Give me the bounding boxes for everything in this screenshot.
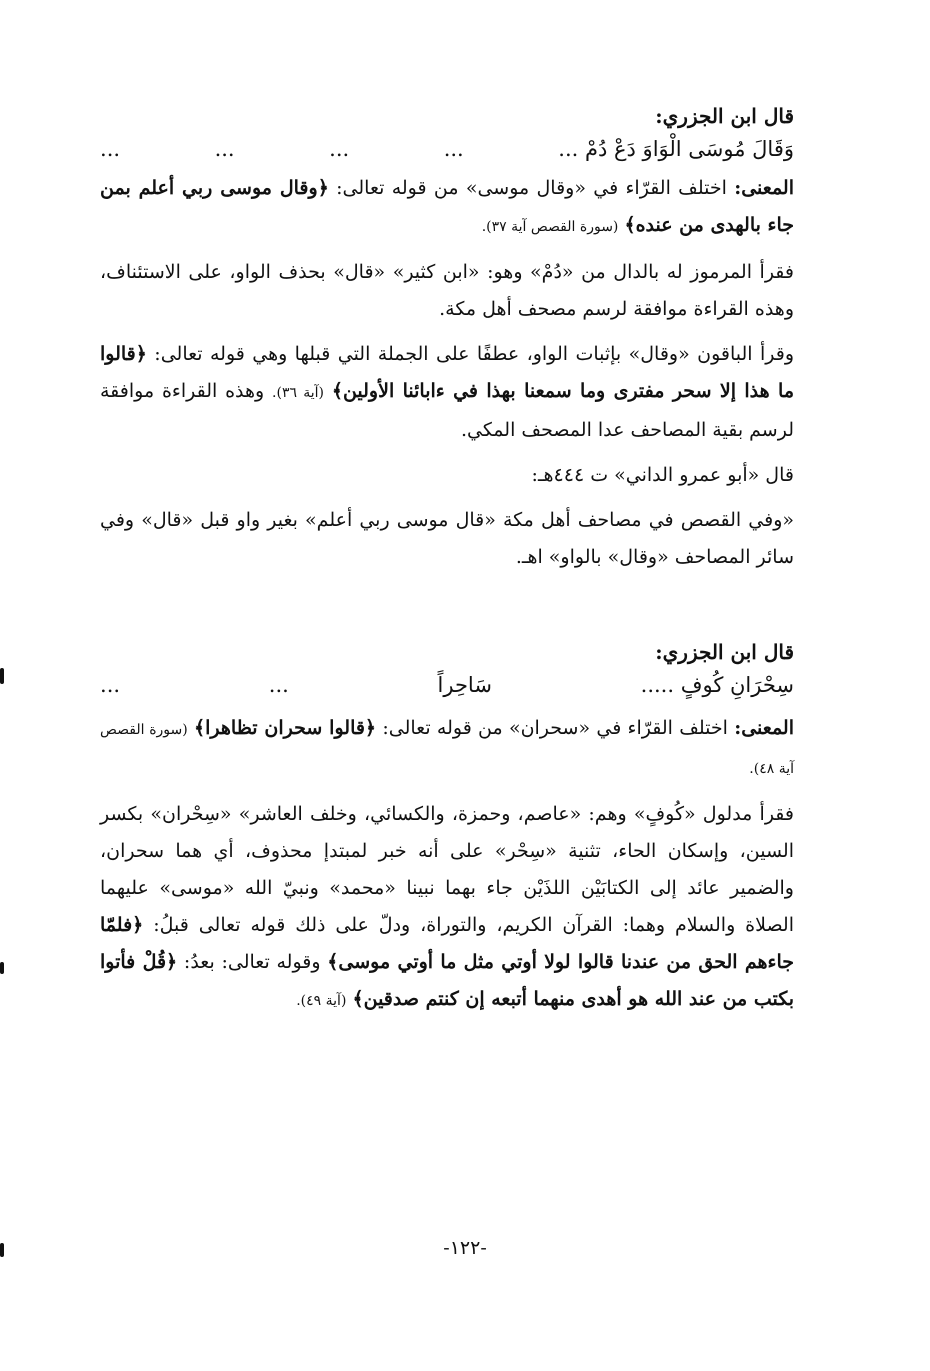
verse-segment: ... [443,137,464,161]
poem-verse [100,668,794,702]
verse-segment: ... [329,137,350,161]
quote-paragraph: «وفي القصص في مصاحف أهل مكة «قال موسى ربي أعلم» بغير واو قبل «قال» وفي سائر المصاحف «وقال» بالواو» اهـ. [100,509,794,568]
quran-citation: ﴿وقال موسى ربي أعلم بمن جاء بالهدى من عنده﴾ [100,177,794,236]
page-number: -١٢٢- [443,1237,487,1259]
verse-segment: وَقَالَ مُوسَى الْوَاوَ دَعْ دُمْ ... [558,137,794,161]
quote-intro: قال «أبو عمرو الداني» ت ٤٤٤هـ: [531,464,794,486]
paragraph-text: وهذه القراءة موافقة لرسم بقية المصاحف عدا المصحف المكي. [100,380,794,441]
body-paragraph [100,336,794,449]
paragraph-text: فقرأ مدلول «كُوفٍ» وهم: «عاصم، وحمزة، والكسائي، وخلف العاشر» «سِحْران» بكسر السين، وإسكان الحاء، تثنية «سِحْر» على أنه خبر لمبتدإ محذوف، أي هما سحران، والضمير عائد إلى الكتابَيْن اللذَيْن جاء بهما نبينا «محمد» ونبيّ الله «موسى» عليهما الصلاة والسلام وهما: القرآن الكريم، والتوراة، ودلّ على ذلك قوله تعالى قبلُ: [100,803,794,936]
quran-citation: ﴿فلمّا جاءهم الحق من عندنا قالوا لولا أوتي مثل ما أوتي موسى﴾ [100,914,794,973]
meaning-paragraph [100,170,794,246]
body-paragraph: فقرأ المرموز له بالدال من «دُمْ» وهو: «ابن كثير» «قال» بحذف الواو، على الاستئناف، وهذه القراءة موافقة لرسم مصحف أهل مكة. [100,261,794,320]
poem-verse [100,132,794,166]
section-title: قال ابن الجزري: [655,640,794,664]
verse-reference: (آية ٤٩). [296,993,347,1009]
quran-citation: ﴿قُلْ فأتوا بكتب من عند الله هو أهدى منهما أتبعه إن كنتم صدقين﴾ [100,951,794,1010]
verse-segment: ... [268,673,289,697]
verse-segment: ... [100,673,121,697]
section-2 [100,636,794,1020]
verse-segment: ... [100,137,121,161]
verse-segment: ... [214,137,235,161]
scan-edge-mark [0,962,4,974]
section-1 [100,100,794,576]
meaning-paragraph [100,710,794,788]
section-spacer [100,576,794,636]
meaning-intro: اختلف القرّاء في «سحران» من قوله تعالى: [382,717,728,739]
quran-citation: ﴿قالوا ما هذا إلا سحر مفترى وما سمعنا بهذا في ءابائنا الأولين﴾ [100,343,794,402]
scan-edge-mark [0,668,4,684]
verse-reference: (آية ٣٦). [272,385,324,401]
meaning-intro: اختلف القرّاء في «وقال موسى» من قوله تعالى: [336,177,727,199]
verse-segment: سِحْرَانِ كُوفٍ ..... [640,673,794,697]
verse-reference: (سورة القصص آية ٤٨). [100,722,794,777]
page-body [100,100,794,1020]
verse-segment: سَاحِراً [437,673,492,697]
meaning-label: المعنى: [734,177,795,199]
quran-citation: ﴿قالوا سحران تظاهرا﴾ [194,717,377,739]
meaning-label: المعنى: [734,717,795,739]
paragraph-text: وقوله تعالى: بعدُ: [183,951,321,973]
scan-edge-mark [0,1243,4,1257]
paragraph-text: وقرأ الباقون «وقال» بإثبات الواو، عطفًا على الجملة التي قبلها وهي قوله تعالى: [154,343,794,365]
body-paragraph [100,796,794,1020]
verse-reference: (سورة القصص آية ٣٧). [481,219,619,235]
section-title: قال ابن الجزري: [655,104,794,128]
